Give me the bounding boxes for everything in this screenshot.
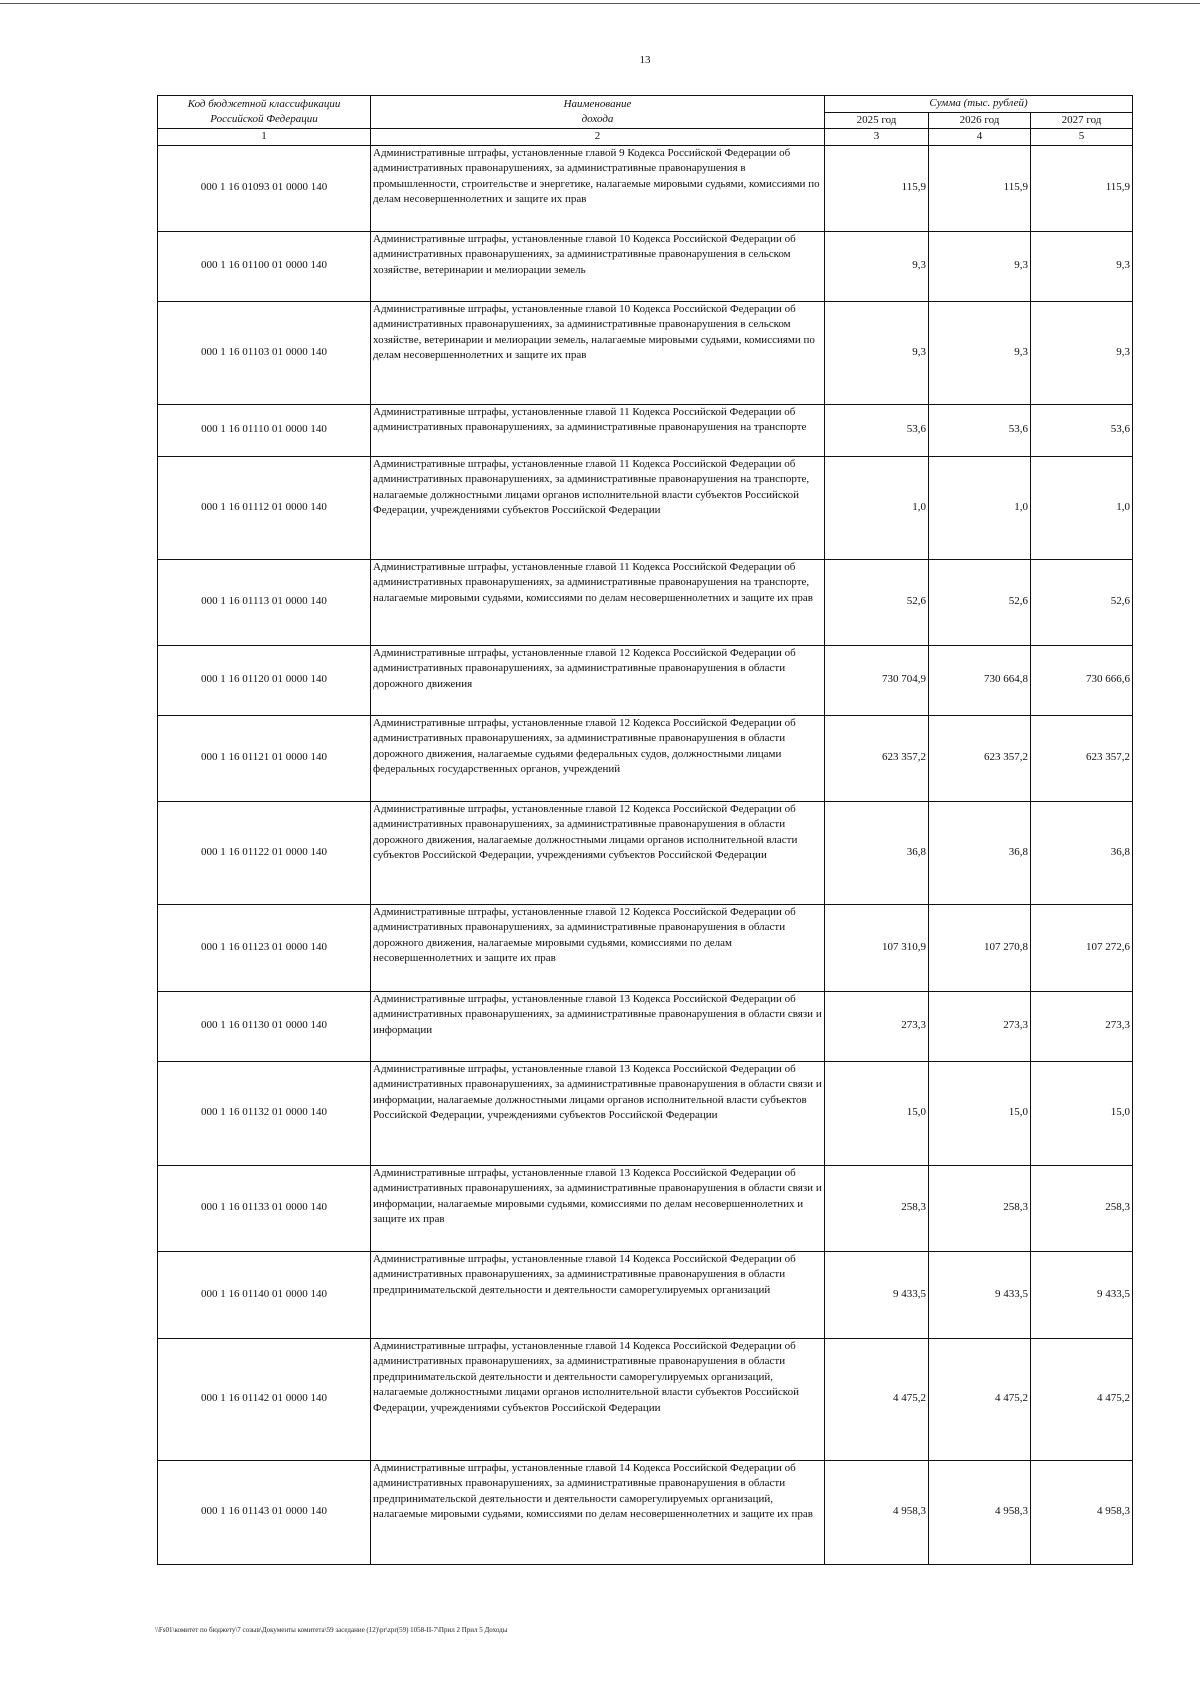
row-value-2026: 4 958,3 — [929, 1460, 1031, 1564]
col-number-3: 3 — [825, 129, 929, 146]
row-value-2027: 9,3 — [1031, 231, 1133, 301]
row-value-2027: 9,3 — [1031, 301, 1133, 404]
row-value-2027: 730 666,6 — [1031, 645, 1133, 715]
row-value-2025: 273,3 — [825, 991, 929, 1061]
row-value-2025: 9 433,5 — [825, 1251, 929, 1338]
table-row — [158, 991, 1133, 1061]
row-value-2027: 9 433,5 — [1031, 1251, 1133, 1338]
row-code: 000 1 16 01093 01 0000 140 — [158, 145, 371, 231]
scan-edge-line — [0, 3, 1200, 4]
row-name: Административные штрафы, установленные главой 12 Кодекса Российской Федерации об административных правонарушениях, за административные правонарушения в области дорожного движения, налагаемые должностными лицами органов исполнительной власти субъектов Российской Федерации, учреждениями субъектов Российской Федерации — [371, 801, 825, 904]
row-code: 000 1 16 01121 01 0000 140 — [158, 715, 371, 801]
row-value-2026: 258,3 — [929, 1165, 1031, 1251]
row-code: 000 1 16 01130 01 0000 140 — [158, 991, 371, 1061]
row-value-2027: 623 357,2 — [1031, 715, 1133, 801]
row-value-2025: 52,6 — [825, 559, 929, 645]
row-value-2026: 9,3 — [929, 301, 1031, 404]
table-row — [158, 559, 1133, 645]
table-row — [158, 801, 1133, 904]
row-code: 000 1 16 01143 01 0000 140 — [158, 1460, 371, 1564]
row-name: Административные штрафы, установленные главой 11 Кодекса Российской Федерации об административных правонарушениях, за административные правонарушения на транспорте — [371, 404, 825, 456]
row-name: Административные штрафы, установленные главой 10 Кодекса Российской Федерации об административных правонарушениях, за административные правонарушения в сельском хозяйстве, ветеринарии и мелиорации земель — [371, 231, 825, 301]
row-value-2026: 53,6 — [929, 404, 1031, 456]
row-name: Административные штрафы, установленные главой 14 Кодекса Российской Федерации об административных правонарушениях, за административные правонарушения в области предпринимательской деятельности и деятельности саморегулируемых организаций, налагаемые мировыми судьями, комиссиями по делам несовершеннолетних и защите их прав — [371, 1460, 825, 1564]
header-name-line2: дохода — [581, 113, 614, 125]
row-code: 000 1 16 01112 01 0000 140 — [158, 456, 371, 559]
row-code: 000 1 16 01132 01 0000 140 — [158, 1061, 371, 1165]
table-row — [158, 904, 1133, 991]
row-name: Административные штрафы, установленные главой 14 Кодекса Российской Федерации об административных правонарушениях, за административные правонарушения в области предпринимательской деятельности и деятельности саморегулируемых организаций — [371, 1251, 825, 1338]
table-row — [158, 1251, 1133, 1338]
row-name: Административные штрафы, установленные главой 13 Кодекса Российской Федерации об административных правонарушениях, за административные правонарушения в области связи и информации, налагаемые мировыми судьями, комиссиями по делам несовершеннолетних и защите их прав — [371, 1165, 825, 1251]
row-value-2025: 258,3 — [825, 1165, 929, 1251]
row-name: Административные штрафы, установленные главой 13 Кодекса Российской Федерации об административных правонарушениях, за административные правонарушения в области связи и информации, налагаемые должностными лицами органов исполнительной власти субъектов Российской Федерации, учреждениями субъектов Российской Федерации — [371, 1061, 825, 1165]
row-value-2026: 730 664,8 — [929, 645, 1031, 715]
row-value-2025: 53,6 — [825, 404, 929, 456]
header-year-2026: 2026 год — [929, 112, 1031, 129]
row-name: Административные штрафы, установленные главой 13 Кодекса Российской Федерации об административных правонарушениях, за административные правонарушения в области связи и информации — [371, 991, 825, 1061]
row-value-2025: 4 475,2 — [825, 1338, 929, 1460]
page-number: 13 — [639, 54, 651, 66]
table-row — [158, 404, 1133, 456]
row-value-2026: 52,6 — [929, 559, 1031, 645]
row-value-2026: 9 433,5 — [929, 1251, 1031, 1338]
header-name — [371, 96, 825, 129]
row-value-2025: 623 357,2 — [825, 715, 929, 801]
row-value-2026: 1,0 — [929, 456, 1031, 559]
row-value-2026: 9,3 — [929, 231, 1031, 301]
row-code: 000 1 16 01122 01 0000 140 — [158, 801, 371, 904]
col-number-1: 1 — [158, 129, 371, 146]
row-code: 000 1 16 01133 01 0000 140 — [158, 1165, 371, 1251]
row-name: Административные штрафы, установленные главой 10 Кодекса Российской Федерации об административных правонарушениях, за административные правонарушения в сельском хозяйстве, ветеринарии и мелиорации земель, налагаемые мировыми судьями, комиссиями по делам несовершеннолетних и защите их прав — [371, 301, 825, 404]
row-value-2026: 15,0 — [929, 1061, 1031, 1165]
header-sum: Сумма (тыс. рублей) — [825, 96, 1133, 113]
row-value-2027: 15,0 — [1031, 1061, 1133, 1165]
row-name: Административные штрафы, установленные главой 9 Кодекса Российской Федерации об административных правонарушениях, за административные правонарушения в промышленности, строительстве и энергетике, налагаемые мировыми судьями, комиссиями по делам несовершеннолетних и защите их прав — [371, 145, 825, 231]
table-row — [158, 1338, 1133, 1460]
row-value-2027: 4 475,2 — [1031, 1338, 1133, 1460]
table-row — [158, 1460, 1133, 1564]
row-value-2026: 623 357,2 — [929, 715, 1031, 801]
row-code: 000 1 16 01142 01 0000 140 — [158, 1338, 371, 1460]
row-value-2026: 107 270,8 — [929, 904, 1031, 991]
row-code: 000 1 16 01100 01 0000 140 — [158, 231, 371, 301]
row-value-2025: 9,3 — [825, 231, 929, 301]
header-code: Код бюджетной классификации Российской Федерации — [158, 96, 371, 129]
budget-income-table — [157, 95, 1133, 1565]
table-row — [158, 1165, 1133, 1251]
row-value-2026: 4 475,2 — [929, 1338, 1031, 1460]
row-value-2026: 273,3 — [929, 991, 1031, 1061]
row-name: Административные штрафы, установленные главой 14 Кодекса Российской Федерации об административных правонарушениях, за административные правонарушения в области предпринимательской деятельности и деятельности саморегулируемых организаций, налагаемые должностными лицами органов исполнительной власти субъектов Российской Федерации, учреждениями субъектов Российской Федерации — [371, 1338, 825, 1460]
table-row — [158, 301, 1133, 404]
table-row — [158, 231, 1133, 301]
row-code: 000 1 16 01103 01 0000 140 — [158, 301, 371, 404]
table-row — [158, 1061, 1133, 1165]
row-value-2025: 15,0 — [825, 1061, 929, 1165]
row-value-2025: 9,3 — [825, 301, 929, 404]
row-name: Административные штрафы, установленные главой 12 Кодекса Российской Федерации об административных правонарушениях, за административные правонарушения в области дорожного движения, налагаемые судьями федеральных судов, должностными лицами федеральных государственных органов, учреждений — [371, 715, 825, 801]
row-value-2027: 273,3 — [1031, 991, 1133, 1061]
row-value-2025: 730 704,9 — [825, 645, 929, 715]
row-value-2027: 53,6 — [1031, 404, 1133, 456]
row-name: Административные штрафы, установленные главой 11 Кодекса Российской Федерации об административных правонарушениях, за административные правонарушения на транспорте, налагаемые должностными лицами органов исполнительной власти субъектов Российской Федерации, учреждениями субъектов Российской Федерации — [371, 456, 825, 559]
table-row — [158, 645, 1133, 715]
row-value-2025: 107 310,9 — [825, 904, 929, 991]
row-value-2026: 36,8 — [929, 801, 1031, 904]
row-code: 000 1 16 01120 01 0000 140 — [158, 645, 371, 715]
row-code: 000 1 16 01110 01 0000 140 — [158, 404, 371, 456]
row-value-2025: 4 958,3 — [825, 1460, 929, 1564]
header-name-line1: Наименование — [563, 97, 632, 110]
row-value-2027: 1,0 — [1031, 456, 1133, 559]
col-number-2: 2 — [371, 129, 825, 146]
header-year-2025: 2025 год — [825, 112, 929, 129]
col-number-4: 4 — [929, 129, 1031, 146]
row-value-2027: 52,6 — [1031, 559, 1133, 645]
row-value-2025: 1,0 — [825, 456, 929, 559]
footer-file-path: \\Fs01\комитет по бюджету\7 созыв\Документы комитета\59 заседание (12)\pr\zpr(59) 1058-II-7\Прил 2 Прил 5 Доходы — [155, 1626, 508, 1634]
col-number-5: 5 — [1031, 129, 1133, 146]
row-value-2027: 258,3 — [1031, 1165, 1133, 1251]
row-code: 000 1 16 01123 01 0000 140 — [158, 904, 371, 991]
row-value-2026: 115,9 — [929, 145, 1031, 231]
row-value-2027: 36,8 — [1031, 801, 1133, 904]
table-row — [158, 456, 1133, 559]
row-name: Административные штрафы, установленные главой 12 Кодекса Российской Федерации об административных правонарушениях, за административные правонарушения в области дорожного движения — [371, 645, 825, 715]
header-year-2027: 2027 год — [1031, 112, 1133, 129]
row-value-2027: 115,9 — [1031, 145, 1133, 231]
table-row — [158, 145, 1133, 231]
row-code: 000 1 16 01140 01 0000 140 — [158, 1251, 371, 1338]
row-value-2025: 115,9 — [825, 145, 929, 231]
row-value-2025: 36,8 — [825, 801, 929, 904]
row-name: Административные штрафы, установленные главой 12 Кодекса Российской Федерации об административных правонарушениях, за административные правонарушения в области дорожного движения, налагаемые мировыми судьями, комиссиями по делам несовершеннолетних и защите их прав — [371, 904, 825, 991]
row-value-2027: 107 272,6 — [1031, 904, 1133, 991]
table-row — [158, 715, 1133, 801]
row-code: 000 1 16 01113 01 0000 140 — [158, 559, 371, 645]
row-name: Административные штрафы, установленные главой 11 Кодекса Российской Федерации об административных правонарушениях, за административные правонарушения на транспорте, налагаемые мировыми судьями, комиссиями по делам несовершеннолетних и защите их прав — [371, 559, 825, 645]
row-value-2027: 4 958,3 — [1031, 1460, 1133, 1564]
